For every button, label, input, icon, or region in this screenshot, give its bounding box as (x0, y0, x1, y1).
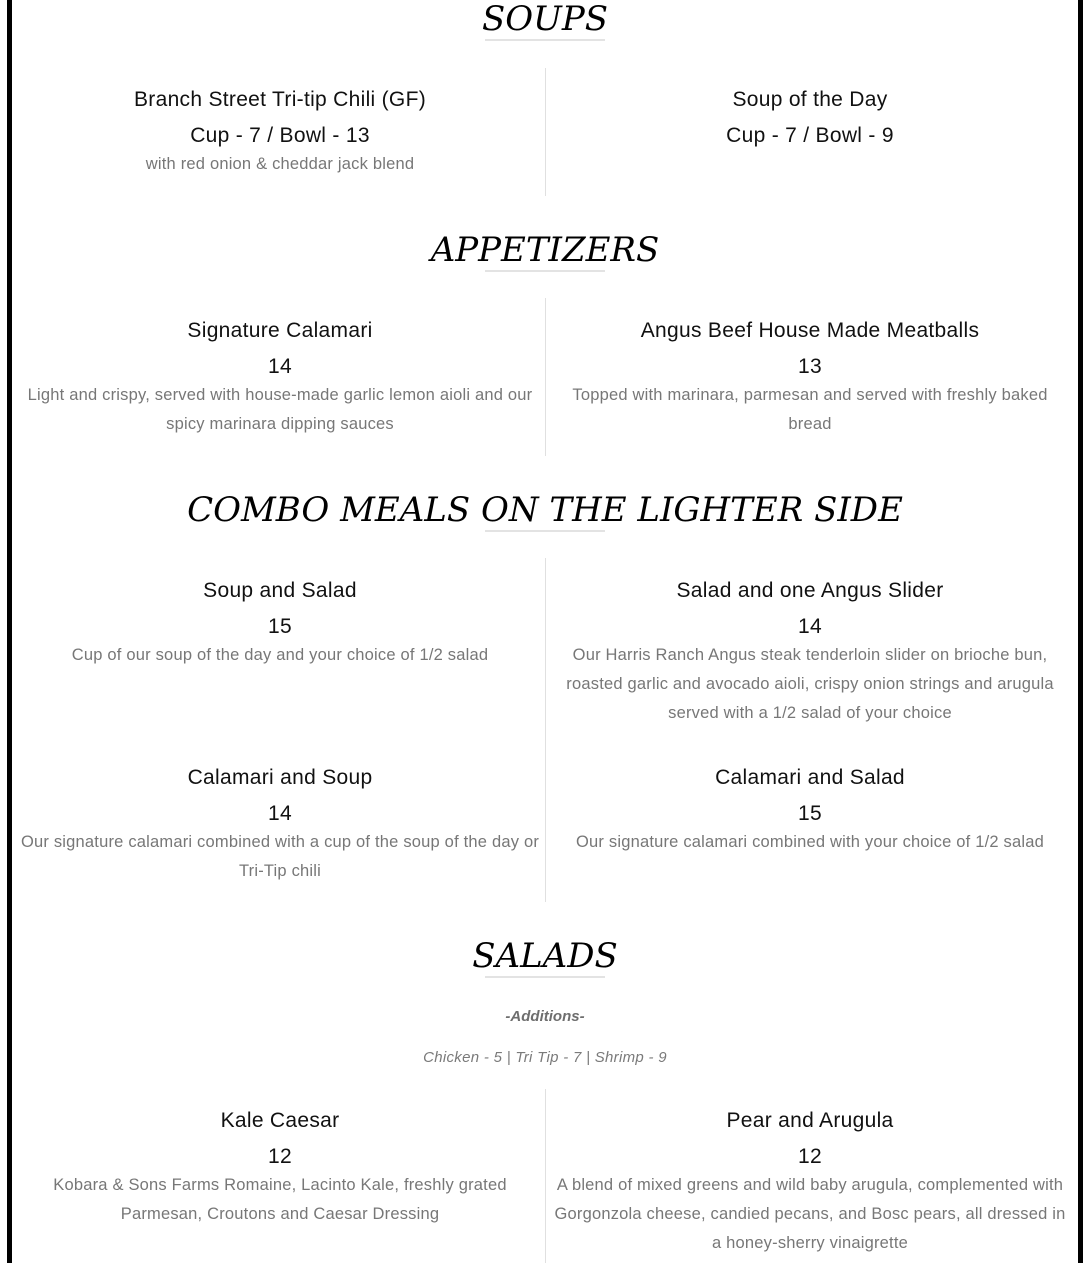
menu-item-chili (20, 86, 540, 179)
section-title-salads: SALADS (472, 936, 618, 976)
item-name: Kale Caesar (220, 1109, 340, 1132)
item-price: Cup - 7 / Bowl - 9 (726, 124, 894, 147)
item-name: Soup and Salad (203, 579, 357, 602)
item-name: Calamari and Soup (187, 766, 373, 789)
item-description: with red onion & cheddar jack blend (145, 155, 415, 173)
item-price: 12 (268, 1145, 292, 1168)
item-name: Salad and one Angus Slider (676, 579, 944, 602)
column-divider-combo-meals (545, 558, 546, 902)
item-price: 14 (268, 802, 292, 825)
page-border-left (7, 0, 12, 1263)
item-name: Branch Street Tri-tip Chili (GF) (134, 88, 426, 111)
section-title-soups: SOUPS (482, 0, 608, 39)
item-price: 14 (798, 615, 822, 638)
menu-item-pear-and-arugula (550, 1107, 1070, 1258)
item-description: A blend of mixed greens and wild baby arugula, complemented with Gorgonzola cheese, candied pecans, and Bosc pears, all dressed in a honey-sherry vinaigrette (554, 1176, 1066, 1252)
item-name: Pear and Arugula (726, 1109, 894, 1132)
item-description: Our Harris Ranch Angus steak tenderloin slider on brioche bun, roasted garlic and avocado aioli, crispy onion strings and arugula served with a 1/2 salad of your choice (566, 646, 1054, 722)
item-price: 15 (268, 615, 292, 638)
item-description: Light and crispy, served with house-made garlic lemon aioli and our spicy marinara dipping sauces (27, 386, 533, 433)
menu-item-calamari-and-soup (20, 764, 540, 886)
title-rule-salads (485, 976, 605, 978)
item-price: 12 (798, 1145, 822, 1168)
section-title-appetizers: APPETIZERS (430, 230, 660, 270)
item-price: 13 (798, 355, 822, 378)
menu-item-soup-and-salad (20, 577, 540, 670)
menu-item-kale-caesar (20, 1107, 540, 1229)
menu-item-signature-calamari (20, 317, 540, 439)
page-border-right (1078, 0, 1083, 1263)
item-description: Our signature calamari combined with a cup of the soup of the day or Tri-Tip chili (20, 833, 540, 880)
item-name: Signature Calamari (187, 319, 373, 342)
column-divider-salads (545, 1089, 546, 1263)
item-price: 14 (268, 355, 292, 378)
item-description: Cup of our soup of the day and your choice of 1/2 salad (71, 646, 489, 664)
column-divider-soups (545, 68, 546, 196)
title-rule-appetizers (485, 270, 605, 272)
title-rule-combo-meals (485, 530, 605, 532)
item-description: Our signature calamari combined with your choice of 1/2 salad (575, 833, 1044, 851)
item-name: Angus Beef House Made Meatballs (640, 319, 980, 342)
item-price: Cup - 7 / Bowl - 13 (190, 124, 370, 147)
item-description: Topped with marinara, parmesan and served with freshly baked bread (572, 386, 1048, 433)
title-rule-soups (485, 39, 605, 41)
menu-item-calamari-and-salad (550, 764, 1070, 857)
column-divider-appetizers (545, 298, 546, 456)
item-price: 15 (798, 802, 822, 825)
menu-item-salad-and-slider (550, 577, 1070, 728)
menu-item-soup-of-the-day (550, 86, 1070, 150)
item-name: Soup of the Day (732, 88, 888, 111)
item-name: Calamari and Salad (715, 766, 905, 789)
menu-item-meatballs (550, 317, 1070, 439)
section-title-combo-meals: COMBO MEALS ON THE LIGHTER SIDE (187, 490, 903, 530)
salad-additions-list: Chicken - 5 | Tri Tip - 7 | Shrimp - 9 (423, 1049, 667, 1066)
item-description: Kobara & Sons Farms Romaine, Lacinto Kale, freshly grated Parmesan, Croutons and Caesar Dressing (53, 1176, 507, 1223)
salad-additions-label: -Additions- (505, 1008, 585, 1025)
